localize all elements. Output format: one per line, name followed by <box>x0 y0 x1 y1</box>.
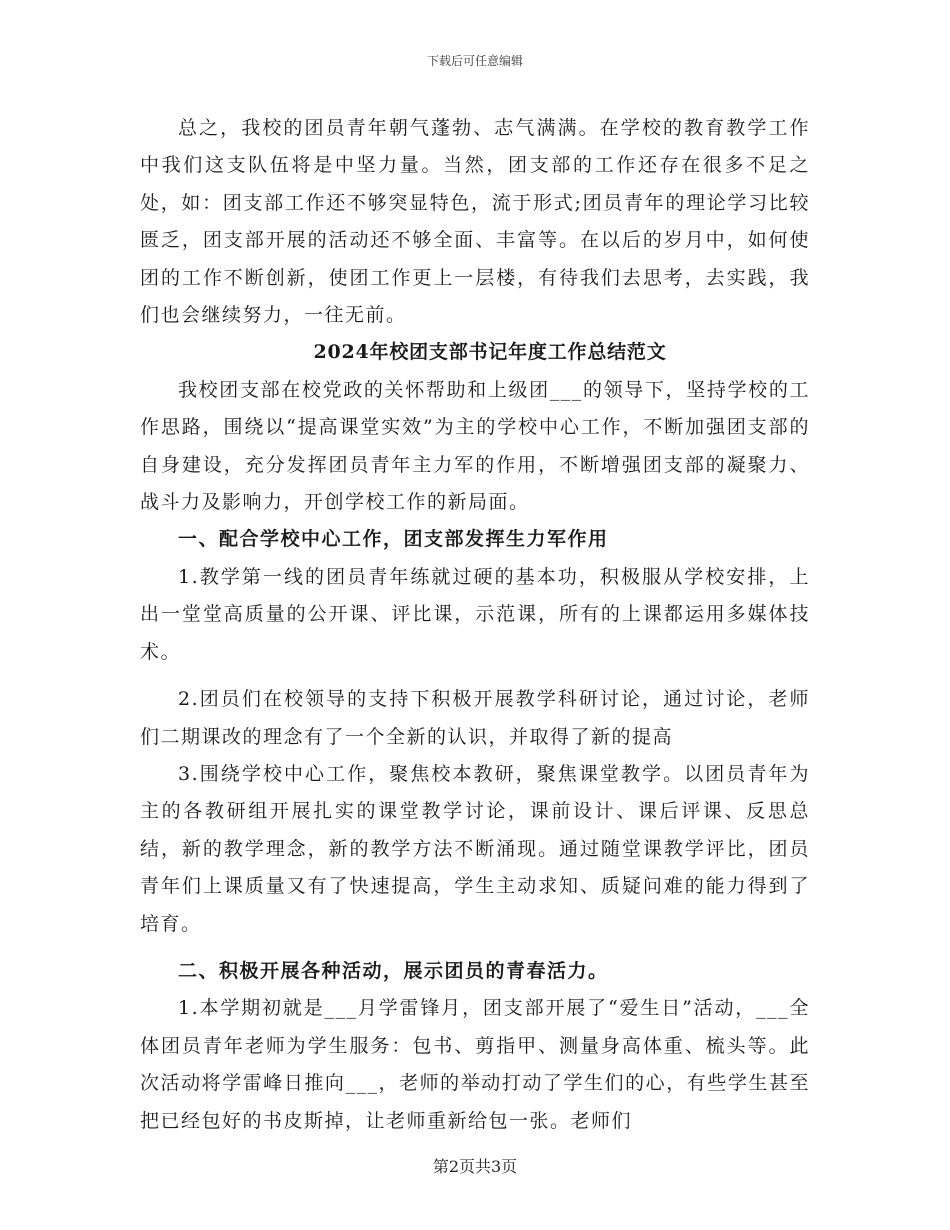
section-1-item-2: 2.团员们在校领导的支持下积极开展教学科研讨论，通过讨论，老师们二期课改的理念有了一个全新的认识，并取得了新的提高 <box>140 688 810 748</box>
header-note: 下载后可任意编辑 <box>426 54 523 68</box>
intro-paragraph: 总之，我校的团员青年朝气蓬勃、志气满满。在学校的教育教学工作中我们这支队伍将是中坚力量。当然，团支部的工作还存在很多不足之处，如：团支部工作还不够突显特色，流于形式;团员青年的理论学习比较匮乏，团支部开展的活动还不够全面、丰富等。在以后的岁月中，如何使团的工作不断创新，使团工作更上一层楼，有待我们去思考，去实践，我们也会继续努力，一往无前。 <box>140 117 810 327</box>
page-number: 第2页共3页 <box>432 1157 518 1176</box>
section-2-item-1: 1.本学期初就是___月学雷锋月，团支部开展了“爱生日”活动，___全体团员青年老师为学生服务：包书、剪指甲、测量身高体重、梳头等。此次活动将学雷峰日推向___，老师的举动打动了学生们的心，有些学生甚至把已经包好的书皮斯掉，让老师重新给包一张。老师们 <box>140 997 810 1132</box>
opening-paragraph: 我校团支部在校党政的关怀帮助和上级团___的领导下，坚持学校的工作思路，围绕以“提高课堂实效”为主的学校中心工作，不断加强团支部的自身建设，充分发挥团员青年主力军的作用，不断增强团支部的凝聚力、战斗力及影响力，开创学校工作的新局面。 <box>140 378 810 514</box>
paragraph-gap <box>140 671 810 681</box>
section-2-heading: 二、积极开展各种活动，展示团员的青春活力。 <box>178 959 609 982</box>
paragraph-gap <box>140 943 810 953</box>
document-body <box>140 110 810 1140</box>
document-title: 2024年校团支部书记年度工作总结范文 <box>313 341 667 364</box>
section-1-item-1: 1.教学第一线的团员青年练就过硬的基本功，积极服从学校安排，上出一堂堂高质量的公开课、评比课，示范课，所有的上课都运用多媒体技术。 <box>140 565 810 663</box>
section-1-heading: 一、配合学校中心工作，团支部发挥生力军作用 <box>178 528 609 551</box>
section-1-item-3: 3.围绕学校中心工作，聚焦校本教研，聚焦课堂教学。以团员青年为主的各教研组开展扎实的课堂教学讨论，课前设计、课后评课、反思总结，新的教学理念，新的教学方法不断涌现。通过随堂课教学评比，团员青年们上课质量又有了快速提高，学生主动求知、质疑问难的能力得到了培育。 <box>140 762 810 935</box>
